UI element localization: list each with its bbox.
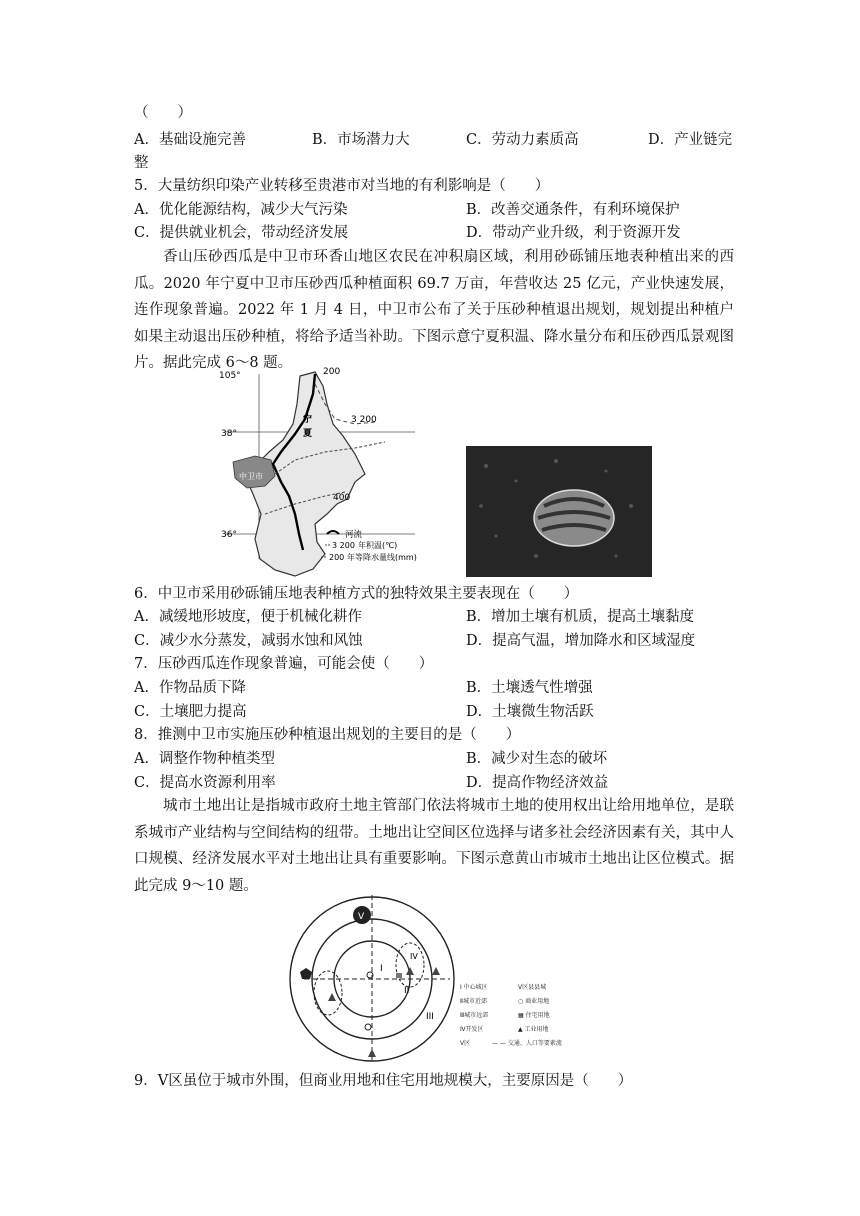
legend-precip-prefix: 200: [329, 553, 345, 562]
q7-option-c: C．土壤肥力提高: [134, 704, 247, 720]
legend-item-9: Ⅴ区: [460, 1040, 471, 1047]
legend-item-6: ▦ 住宅用地: [518, 1012, 550, 1019]
q4-option-d-wrap: 整: [134, 155, 149, 171]
q4-option-b: B．市场潜力大: [312, 132, 410, 148]
q8-option-c: C．提高水资源利用率: [134, 775, 276, 791]
q8-option-d: D．提高作物经济效益: [466, 775, 609, 791]
legend-item-2: Ⅴ区县县城: [518, 984, 547, 991]
lat-38-label: 38°: [221, 429, 237, 439]
q4-stem-tail: （ ）: [134, 105, 192, 121]
zhongwei-label: 中卫市: [239, 472, 263, 481]
ningxia-map: [215, 364, 451, 584]
iso-3200-label: 3 200: [351, 415, 377, 425]
q4-option-c: C．劳动力素质高: [466, 132, 579, 148]
zone-i-label: I: [380, 964, 383, 974]
q8-option-b: B．减少对生态的破坏: [466, 751, 608, 767]
q5-option-a: A．优化能源结构，减少大气污染: [134, 202, 348, 218]
q7-option-b: B．土壤透气性增强: [466, 680, 593, 696]
q6-option-a: A．减缓地形坡度，便于机械化耕作: [134, 609, 362, 625]
q8-option-a: A．调整作物种植类型: [134, 751, 275, 767]
commercial-icon: [365, 1024, 371, 1030]
zone-iii-label: III: [426, 1012, 434, 1022]
q7-option-d: D．土壤微生物活跃: [466, 704, 594, 720]
passage-2: [134, 793, 734, 899]
lat-36-label: 36°: [221, 530, 237, 540]
region-label-ning: 宁: [303, 415, 313, 425]
industrial-icon-4: [328, 993, 336, 1001]
legend-item-3: Ⅱ城市近郊: [460, 998, 487, 1005]
q5-option-d: D．带动产业升级，利于资源开发: [466, 225, 681, 241]
q9-stem: 9．Ⅴ区虽位于城市外围，但商业用地和住宅用地规模大，主要原因是（ ）: [134, 1073, 633, 1089]
residential-icon: [396, 973, 402, 978]
iso-200-label: 200: [323, 367, 341, 377]
q7-option-a: A．作物品质下降: [134, 680, 246, 696]
legend-river-icon: [327, 531, 339, 534]
iso-400-label: 400: [333, 493, 351, 503]
industrial-icon: [406, 967, 414, 975]
q7-stem: 7．压砂西瓜连作现象普遍，可能会使（ ）: [134, 656, 434, 672]
passage-2-text: 城市土地出让是指城市政府土地主管部门依法将城市土地的使用权出让给用地单位，是联系城市产业结构与空间结构的纽带。土地出让空间区位选择与诸多社会经济因素有关，其中人口规模、经济发展水平对土地出让具有重要影响。下图示意黄山市城市土地出让区位模式。据此完成 9～10 题。: [134, 798, 734, 894]
passage-1-text: 香山压砂西瓜是中卫市环香山地区农民在冲积扇区域，利用砂砾铺压地表种植出来的西瓜。2020 年宁夏中卫市压砂西瓜种植面积 69.7 万亩，年营收达 25 亿元，产业快速发展，连作现象普遍。2022 年 1 月 4 日，中卫市公布了关于压砂种植退出规划，规划提出种植户如果主动退出压砂种植，将给予适当补助。下图示意宁夏积温、降水量分布和压砂西瓜景观图片。据此完成 6～8 题。: [134, 249, 734, 371]
legend-item-8: ▲ 工业用地: [518, 1026, 549, 1033]
lon-label: 105°: [219, 371, 241, 381]
q8-stem: 8．推测中卫市实施压砂种植退出规划的主要目的是（ ）: [134, 727, 521, 743]
land-transfer-diagram: [284, 893, 584, 1063]
q5-stem: 5．大量纺织印染产业转移至贵港市对当地的有利影响是（ ）: [134, 178, 550, 194]
q6-option-b: B．增加土壤有机质，提高土壤黏度: [466, 609, 695, 625]
zone-v-label: V: [358, 912, 365, 922]
legend-precip: 年等降水量线(mm): [347, 553, 417, 562]
q6-stem: 6．中卫市采用砂砾铺压地表种植方式的独特效果主要表现在（ ）: [134, 586, 579, 602]
pentagon-icon: [300, 968, 312, 979]
legend-item-10: — — 交通、人口等要素流: [492, 1040, 562, 1047]
legend-temp: 年积温(℃): [358, 541, 398, 550]
zone-iv-label: IV: [410, 952, 418, 961]
industrial-icon-2: [432, 967, 440, 975]
watermelon-photo: [466, 446, 652, 577]
q5-option-b: B．改善交通条件，有利环境保护: [466, 202, 680, 218]
q4-option-d: D．产业链完: [648, 132, 733, 148]
legend-item-1: I 中心城区: [460, 984, 488, 991]
region-label-xia: 夏: [303, 429, 313, 439]
passage-1: [134, 244, 734, 377]
q5-option-c: C．提供就业机会，带动经济发展: [134, 225, 349, 241]
q6-option-d: D．提高气温，增加降水和区域湿度: [466, 633, 696, 649]
legend-item-7: Ⅳ开发区: [460, 1026, 484, 1033]
legend-item-5: Ⅲ城市远郊: [460, 1012, 489, 1019]
legend-item-4: ○ 商业用地: [518, 998, 550, 1005]
q4-option-a: A．基础设施完善: [134, 132, 246, 148]
legend-temp-prefix: 3 200: [332, 541, 355, 550]
zone-ii-label: II: [404, 986, 410, 996]
q6-option-c: C．减少水分蒸发，减弱水蚀和风蚀: [134, 633, 363, 649]
industrial-icon-3: [368, 1049, 376, 1057]
legend-river: 河流: [345, 530, 363, 540]
